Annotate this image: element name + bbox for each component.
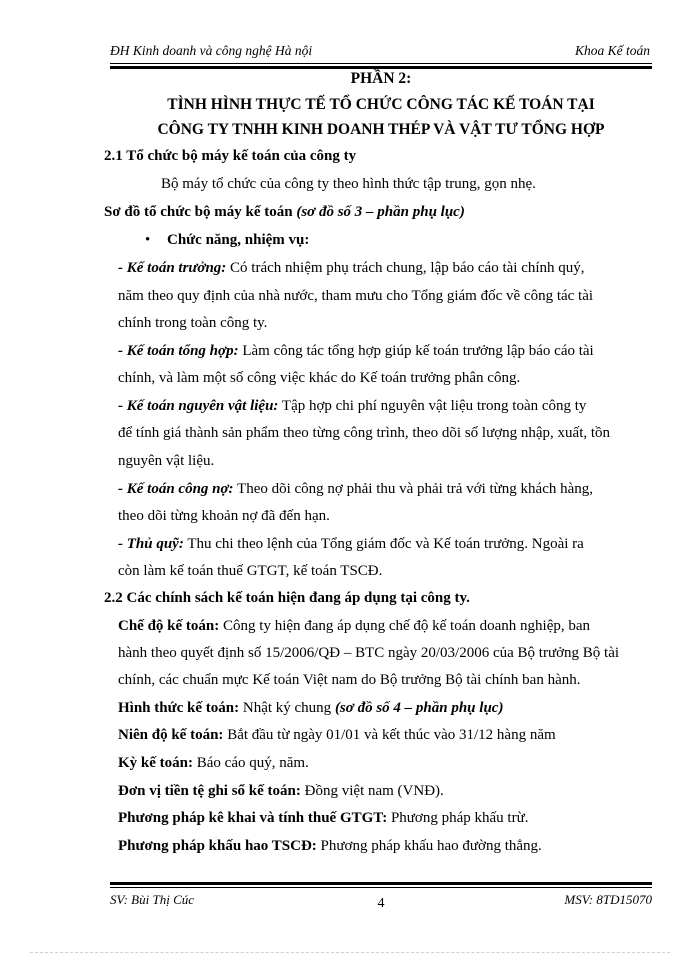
depreciation-method-label: Phương pháp khấu hao TSCĐ:	[118, 838, 317, 854]
header-rule-thin	[110, 63, 652, 64]
diagram-ref: (sơ đồ số 3 – phần phụ lục)	[296, 204, 465, 220]
header-faculty: Khoa Kế toán	[574, 43, 650, 58]
role-general-accountant-line2: chính, và làm một số công việc khác do Kế toán trưởng phân công.	[118, 370, 521, 386]
accounting-regime-label: Chế độ kế toán:	[118, 618, 220, 634]
role-chief-accountant-line1: - Kế toán trưởng: Có trách nhiệm phụ trách chung, lập báo cáo tài chính quý,	[118, 260, 585, 276]
footer-student-id: MSV: 8TD15070	[564, 892, 652, 907]
section-2-1-heading: 2.1 Tổ chức bộ máy kế toán của công ty	[104, 148, 357, 164]
role-debt-accountant-line1: - Kế toán công nợ: Theo dõi công nợ phải thu và phải trả với từng khách hàng,	[118, 481, 594, 497]
page-footer	[110, 888, 652, 912]
role-chief-accountant-line2: năm theo quy định của nhà nước, tham mưu cho Tổng giám đốc về công tác tài	[118, 288, 594, 304]
chapter-title-line2: CÔNG TY TNHH KINH DOANH THÉP VÀ VẬT TƯ TỔNG HỢP	[157, 121, 605, 138]
vat-method-label: Phương pháp kê khai và tính thuế GTGT:	[118, 810, 388, 826]
diagram-reference-line	[104, 204, 638, 221]
fiscal-year: Niên độ kế toán: Bắt đầu từ ngày 01/01 và kết thúc vào 31/12 hàng năm	[118, 727, 556, 743]
accounting-period: Kỳ kế toán: Báo cáo quý, năm.	[118, 755, 309, 771]
fiscal-year-label: Niên độ kế toán:	[118, 727, 224, 743]
header-university: ĐH Kinh doanh và công nghệ Hà nội	[110, 43, 313, 58]
role-general-accountant-line1: - Kế toán tổng hợp: Làm công tác tổng hợp giúp kế toán trưởng lập báo cáo tài	[118, 343, 594, 359]
footer-student-name: SV: Bùi Thị Cúc	[110, 892, 195, 907]
vat-method: Phương pháp kê khai và tính thuế GTGT: Phương pháp khấu trừ.	[118, 810, 529, 826]
accounting-regime-line3: chính, các chuẩn mực Kế toán Việt nam do Bộ trưởng Bộ tài chính ban hành.	[118, 672, 581, 688]
currency-unit-label: Đơn vị tiền tệ ghi sổ kế toán:	[118, 783, 301, 799]
page-break-line	[30, 952, 670, 953]
role-name: - Kế toán tổng hợp:	[118, 343, 239, 359]
accounting-regime-line2: hành theo quyết định số 15/2006/QĐ – BTC ngày 20/03/2006 của Bộ trưởng Bộ tài	[118, 645, 620, 661]
role-materials-accountant-line3: nguyên vật liệu.	[118, 453, 215, 469]
role-materials-accountant-line1: - Kế toán nguyên vật liệu: Tập hợp chi phí nguyên vật liệu trong toàn công ty	[118, 398, 587, 414]
accounting-regime-line1: Chế độ kế toán: Công ty hiện đang áp dụng chế độ kế toán doanh nghiệp, ban	[118, 618, 591, 634]
section-2-2-heading: 2.2 Các chính sách kế toán hiện đang áp dụng tại công ty.	[104, 590, 470, 606]
role-name: - Kế toán nguyên vật liệu:	[118, 398, 279, 414]
bullet-text: Chức năng, nhiệm vụ:	[167, 232, 310, 248]
bullet-functions	[145, 232, 679, 249]
role-name: - Kế toán trưởng:	[118, 260, 227, 276]
role-name: - Thủ quỹ:	[118, 536, 184, 552]
header-rule-thick	[110, 66, 652, 69]
part-title: PHẦN 2:	[350, 70, 412, 87]
role-cashier-line1: - Thủ quỹ: Thu chi theo lệnh của Tổng giám đốc và Kế toán trưởng. Ngoài ra	[118, 536, 584, 552]
currency-unit: Đơn vị tiền tệ ghi sổ kế toán: Đồng việt nam (VNĐ).	[118, 783, 444, 799]
chapter-title-line1: TÌNH HÌNH THỰC TẾ TỔ CHỨC CÔNG TÁC KẾ TOÁN TẠI	[167, 96, 595, 113]
role-cashier-line2: còn làm kế toán thuế GTGT, kế toán TSCĐ.	[118, 563, 383, 579]
bullet-icon: •	[145, 232, 151, 248]
role-chief-accountant-line3: chính trong toàn công ty.	[118, 315, 268, 331]
accounting-form-label: Hình thức kế toán:	[118, 700, 240, 716]
section-2-1-intro: Bộ máy tổ chức của công ty theo hình thức tập trung, gọn nhẹ.	[161, 176, 536, 192]
accounting-period-label: Kỳ kế toán:	[118, 755, 193, 771]
depreciation-method: Phương pháp khấu hao TSCĐ: Phương pháp khấu hao đường thẳng.	[118, 838, 542, 854]
page-number: 4	[377, 896, 385, 911]
role-name: - Kế toán công nợ:	[118, 481, 234, 497]
footer-rule-thick	[110, 882, 652, 885]
diagram-label: Sơ đồ tổ chức bộ máy kế toán	[104, 204, 297, 220]
role-debt-accountant-line2: theo dõi từng khoản nợ đã đến hạn.	[118, 508, 330, 524]
role-materials-accountant-line2: để tính giá thành sản phẩm theo từng công trình, theo dõi số lượng nhập, xuất, tồn	[118, 425, 611, 441]
accounting-form: Hình thức kế toán: Nhật ký chung (sơ đồ số 4 – phần phụ lục)	[118, 700, 504, 716]
page-header	[110, 43, 650, 63]
